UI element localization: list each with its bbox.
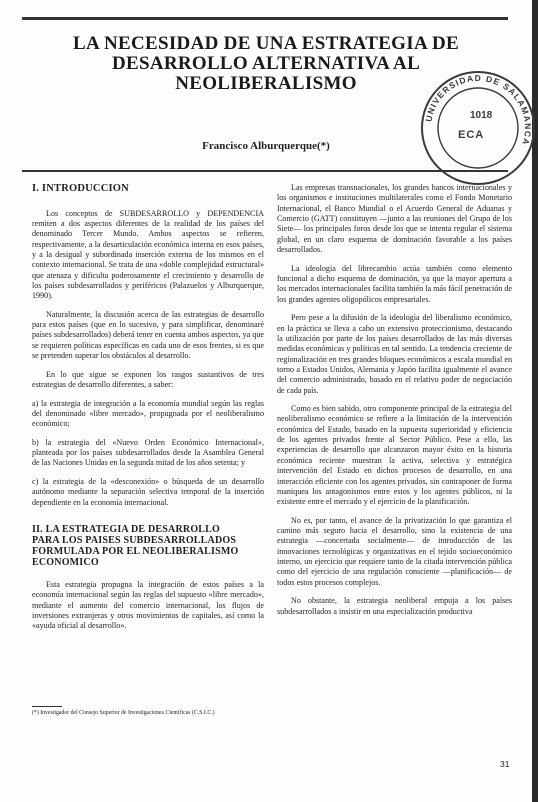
section-heading — [32, 524, 264, 568]
author-name: Francisco Alburquerque(*) — [202, 140, 330, 152]
heading-line: FORMULADA POR EL NEOLIBERALISMO — [32, 546, 239, 558]
title-line: LA NECESIDAD DE UNA ESTRATEGIA DE — [73, 33, 459, 54]
paragraph: c) la estrategia de la «desconexión» o búsqueda de un desarrollo autónomo mediante la separación selectiva temporal de la inserción dependiente en la economía internacional. — [32, 477, 264, 507]
title-line: DESARROLLO ALTERNATIVA AL — [111, 53, 421, 74]
heading-line: PARA LOS PAISES SUBDESARROLLADOS — [32, 535, 237, 547]
paragraph: Naturalmente, la discusión acerca de las estrategias de desarrollo para estos países (que en lo sucesivo, y para simplificar, denominaré países subdesarrollados) deberá tener en cuenta ambos aspectos, ya que se requieren políticas específicas en cada uno de esos frentes, si es que se pretenden superar los obstáculos al desarrollo. — [32, 309, 264, 361]
page-number: 31 — [500, 759, 510, 769]
left-column — [32, 183, 264, 640]
section-heading: I. INTRODUCCION — [32, 183, 129, 194]
stamp-number: 1018 — [470, 110, 493, 121]
paragraph: a) la estrategia de integración a la economía mundial según las reglas del denominado «libre mercado», propugnada por el neoliberalismo económico; — [32, 398, 264, 429]
heading-line: II. LA ESTRATEGIA DE DESARROLLO — [32, 524, 221, 536]
paragraph: La ideología del librecambio actúa también como elemento funcional a dicho esquema de dominación, ya que la mayor apertura a los mercados internacionales facilita también la más fácil penetración de los grandes agentes oligopólicos empresariales. — [277, 263, 512, 304]
stamp-ring-text: UNIVERSIDAD DE SALAMANCA — [423, 72, 534, 148]
paragraph: Como es bien sabido, otro componente principal de la estrategia del neoliberalismo económico se refiere a la limitación de la intervención económica del Estado, basado en la supuesta superioridad y eficiencia de los agentes privados frente al Sector Público. Pese a ello, las experiencias de desarrollo que alcanzaron mayor éxito en la historia económica reciente muestran la activa, selectiva y estratégica intervención del Estado en dichos procesos de desarrollo, en una interacción eficiente con los agentes privados, sin contraponer de forma maniquea los antagonismos entre estos y los agentes públicos, ni la existente entre el mercado y el ejercicio de la planificación. — [277, 404, 512, 507]
footnote: (*) Investigador del Consejo Superior de Investigaciones Científicas (C.S.I.C.) — [32, 710, 215, 716]
right-column — [277, 183, 512, 625]
heading-line: ECONOMICO — [32, 557, 99, 569]
top-rule — [22, 17, 508, 20]
paragraph: b) la estrategia del «Nuevo Orden Económico Internacional», planteada por los países subdesarrollados desde la Asamblea General de las Naciones Unidas en la segunda mitad de los años setenta; y — [32, 437, 264, 468]
paragraph: Esta estrategia propugna la integración de estos países a la economía internacional según las reglas del supuesto «libre mercado», mediante el aumento del comercio internacional, los flujos de inversiones extranjeras y otros movimientos de capitales, así como la «ayuda oficial al desarrollo». — [32, 580, 264, 631]
paragraph: No es, por tanto, el avance de la privatización lo que garantiza el camino más seguro hacia el desarrollo, sino la existencia de una estrategia —concertada socialmente— de introducción de las innovaciones tecnológicas y organizativas en el tejido socioeconómico interno, un ejercicio que requiere tanto de la citada intervención pública como del ejercicio de una regulación consciente —planificación— de todos estos procesos complejos. — [277, 515, 512, 587]
paragraph: En lo que sigue se exponen los rasgos sustantivos de tres estrategias de desarrollo diferentes, a saber: — [32, 369, 264, 390]
paragraph: Pero pese a la difusión de la ideología del liberalismo económico, en la práctica se lleva a cabo un extensivo proteccionismo, destacando la utilización por parte de los países desarrollados de las más diversas medidas económicas y políticas en tal sentido. La tendencia creciente de regionalización en tres grandes bloques económicos a escala mundial en torno a Estados Unidos, Alemania y Japón facilita igualmente el avance del comercio administrado, basado en el relativo poder de negociación de cada país. — [277, 313, 512, 395]
footnote-rule — [32, 706, 62, 707]
paragraph: No obstante, la estrategia neoliberal empuja a los países subdesarrollados a insistir en una especialización productiva — [277, 596, 512, 616]
paragraph: Las empresas transnacionales, los grandes bancos internacionales y los organismos e instituciones multilaterales como el Fondo Monetario Internacional, el Banco Mundial o el Acuerdo General de Aduanas y Comercio (GATT) constituyen —junto a las reuniones del Grupo de los Siete— los principales foros desde los que se intenta regular el sistema global, en un claro esquema de dominación favorable a los países desarrollados. — [277, 183, 512, 255]
header-divider — [22, 170, 508, 172]
title-line: NEOLIBERALISMO — [175, 73, 357, 94]
paragraph: Los conceptos de SUBDESARROLLO y DEPENDENCIA remiten a dos aspectos diferentes de la realidad de los países del denominado Tercer Mundo. Ambos aspectos se refieren, respectivamente, a la desarticulación económica interna en esos países, y a la desigual y subordinada inserción externa de los mismos en el contexto internacional. Se trata de una «doble complejidad estructural» que atenaza y dificulta poderosamente el crecimiento y desarrollo de los países subdesarrollados y periféricos (Palazuelos y Alburquerque, 1990). — [32, 208, 264, 301]
stamp-inner-text: ECA — [458, 129, 485, 141]
